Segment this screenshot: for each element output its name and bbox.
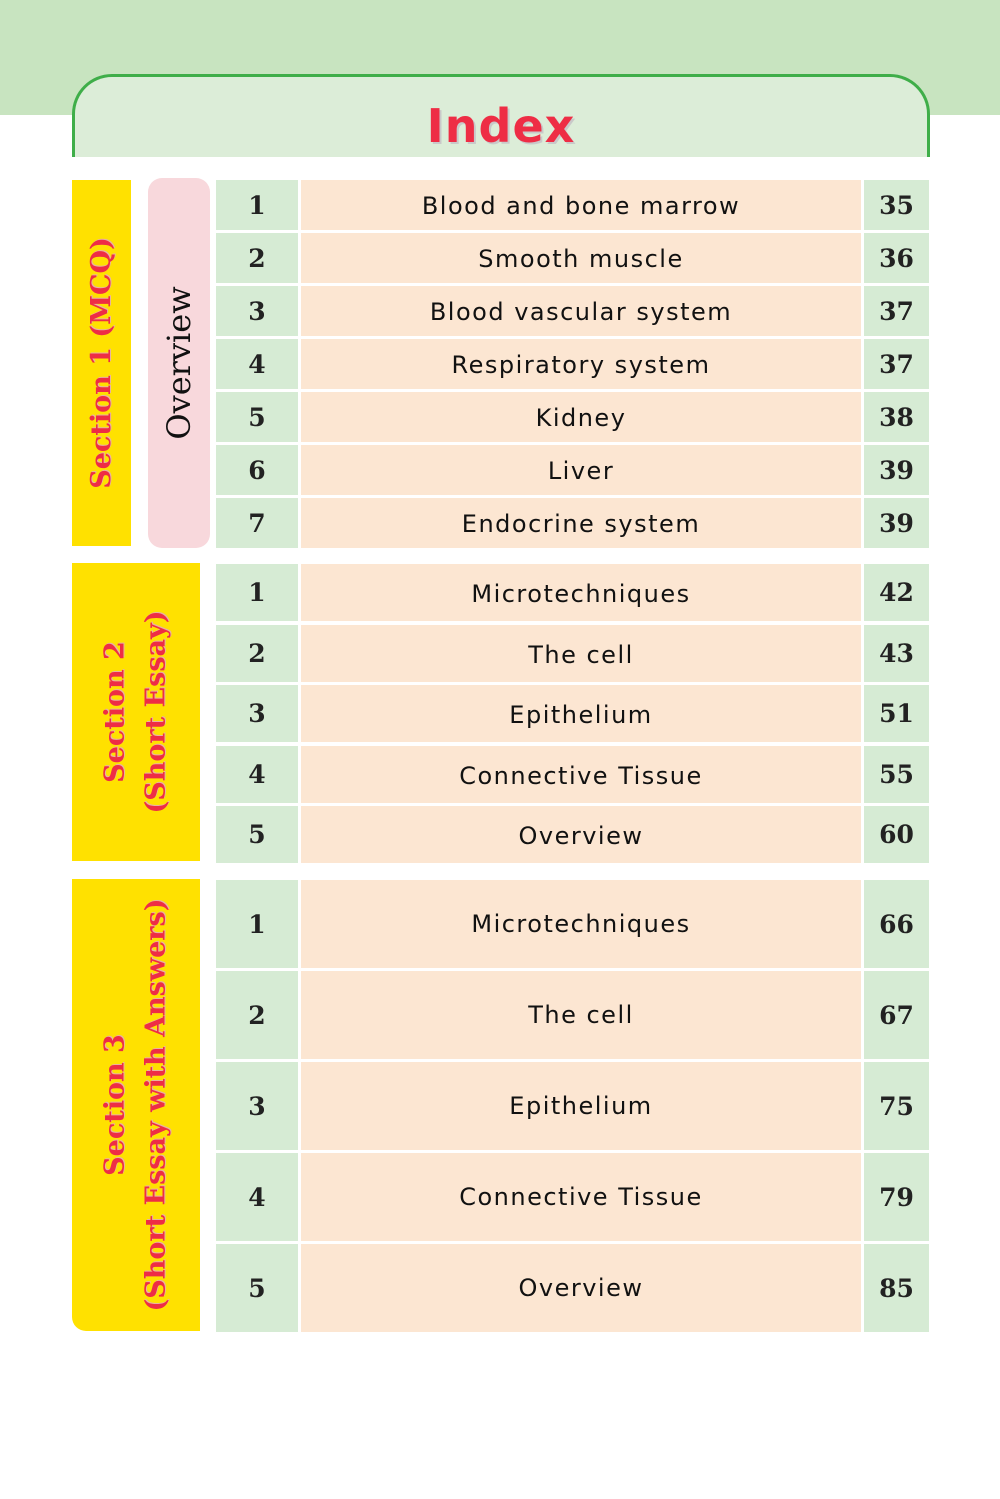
section-3-label-line-2: (Short Essay with Answers)	[140, 898, 171, 1312]
table-row	[216, 1062, 929, 1150]
chapter-topic: Microtechniques	[301, 564, 861, 621]
table-row	[216, 564, 929, 621]
page-number: 67	[864, 971, 929, 1059]
chapter-topic: Smooth muscle	[301, 233, 861, 283]
chapter-number: 2	[216, 971, 298, 1059]
index-header	[72, 74, 930, 157]
chapter-number: 2	[216, 233, 298, 283]
table-row	[216, 498, 929, 548]
chapter-topic: Overview	[301, 1244, 861, 1332]
section-1-label-line: Section 1 (MCQ)	[85, 237, 117, 489]
chapter-number: 2	[216, 625, 298, 682]
chapter-topic: Overview	[301, 806, 861, 863]
page-number: 37	[864, 286, 929, 336]
section-1-sub-label	[148, 178, 210, 548]
chapter-number: 4	[216, 746, 298, 803]
chapter-number: 1	[216, 880, 298, 968]
chapter-number: 1	[216, 564, 298, 621]
section-3-label-line-1: Section 3	[99, 1034, 131, 1176]
chapter-number: 5	[216, 1244, 298, 1332]
chapter-topic: The cell	[301, 625, 861, 682]
table-row	[216, 880, 929, 968]
table-row	[216, 746, 929, 803]
chapter-topic: Kidney	[301, 392, 861, 442]
section-2-label-line-1: Section 2	[99, 641, 131, 783]
chapter-topic: Respiratory system	[301, 339, 861, 389]
page-number: 43	[864, 625, 929, 682]
chapter-topic: Epithelium	[301, 685, 861, 742]
chapter-number: 7	[216, 498, 298, 548]
chapter-topic: Epithelium	[301, 1062, 861, 1150]
table-row	[216, 392, 929, 442]
page-number: 38	[864, 392, 929, 442]
overview-label-text: Overview	[160, 286, 198, 440]
chapter-topic: Connective Tissue	[301, 746, 861, 803]
chapter-topic: The cell	[301, 971, 861, 1059]
page-number: 42	[864, 564, 929, 621]
section-2-label-line-2: (Short Essay)	[140, 610, 171, 814]
page-number: 37	[864, 339, 929, 389]
section-2-label	[72, 563, 200, 861]
table-row	[216, 625, 929, 682]
section-1-label	[72, 180, 131, 546]
page-number: 35	[864, 180, 929, 230]
chapter-topic: Blood vascular system	[301, 286, 861, 336]
chapter-number: 5	[216, 392, 298, 442]
chapter-number: 3	[216, 685, 298, 742]
chapter-topic: Blood and bone marrow	[301, 180, 861, 230]
page-number: 60	[864, 806, 929, 863]
page-number: 36	[864, 233, 929, 283]
chapter-number: 5	[216, 806, 298, 863]
chapter-number: 4	[216, 339, 298, 389]
page-number: 75	[864, 1062, 929, 1150]
page-number: 79	[864, 1153, 929, 1241]
chapter-number: 3	[216, 286, 298, 336]
chapter-topic: Liver	[301, 445, 861, 495]
page-number: 85	[864, 1244, 929, 1332]
page-number: 51	[864, 685, 929, 742]
table-row	[216, 445, 929, 495]
page-number: 39	[864, 498, 929, 548]
chapter-number: 1	[216, 180, 298, 230]
chapter-number: 6	[216, 445, 298, 495]
table-row	[216, 971, 929, 1059]
table-row	[216, 233, 929, 283]
table-row	[216, 286, 929, 336]
page-number: 55	[864, 746, 929, 803]
table-row	[216, 1153, 929, 1241]
section-3-label	[72, 879, 200, 1331]
page-title: Index	[426, 99, 576, 153]
chapter-topic: Connective Tissue	[301, 1153, 861, 1241]
page-number: 39	[864, 445, 929, 495]
table-row	[216, 806, 929, 863]
chapter-topic: Microtechniques	[301, 880, 861, 968]
table-row	[216, 339, 929, 389]
table-row	[216, 180, 929, 230]
chapter-number: 4	[216, 1153, 298, 1241]
chapter-topic: Endocrine system	[301, 498, 861, 548]
table-row	[216, 685, 929, 742]
table-row	[216, 1244, 929, 1332]
chapter-number: 3	[216, 1062, 298, 1150]
page-number: 66	[864, 880, 929, 968]
